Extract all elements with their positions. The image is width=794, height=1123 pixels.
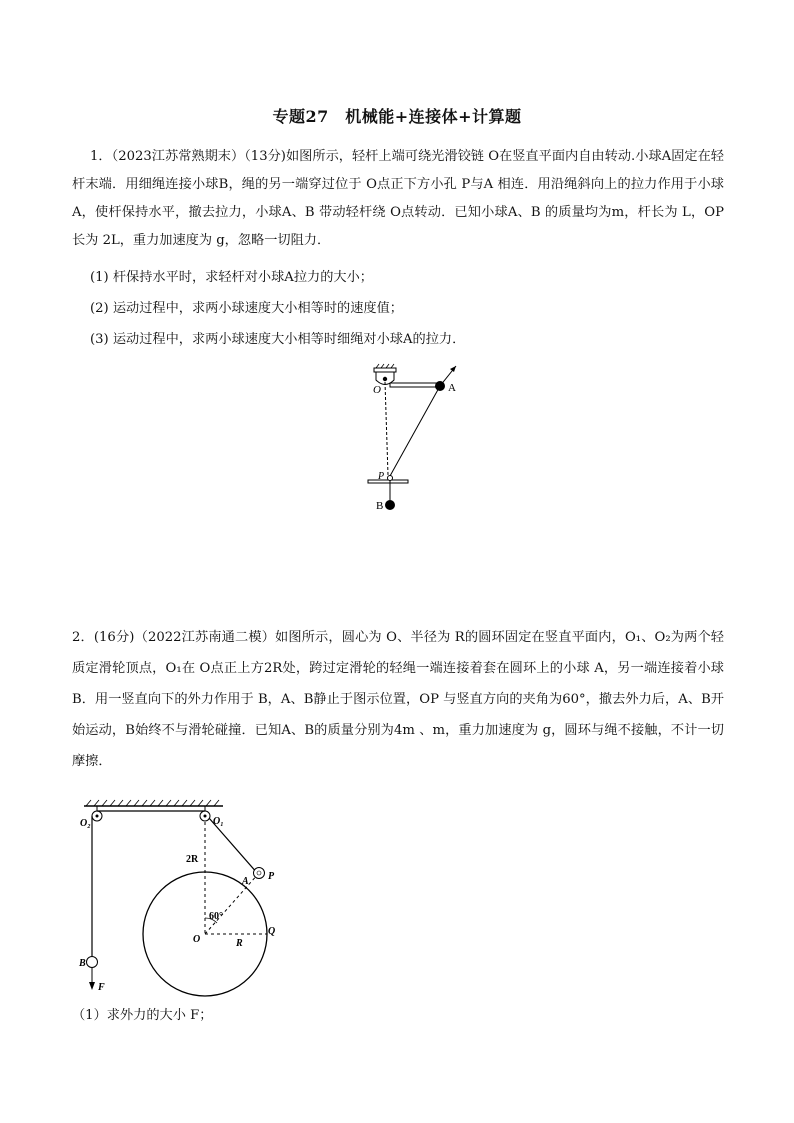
problem-1-subquestion-1: (1) 杆保持水平时，求轻杆对小球A拉力的大小； (90, 270, 373, 285)
label-p: P (378, 471, 385, 482)
label-o: O (193, 934, 201, 945)
label-b: B (79, 958, 86, 969)
problem-2-stem: 2．(16分)（2022江苏南通二模）如图所示，圆心为 O、半径为 R的圆环固定在竖直平面内，O₁、O₂为两个轻质定滑轮顶点，O₁在 O点正上方2R处，跨过定滑轮的轻绳一端连接着套在圆环上的小球 A，另一端连接着小球 B．用一竖直向下的外力作用于 B，A、B静止于图示位置，OP 与竖直方向的夹角为60°，撤去外力后，A、B开始运动，B始终不与滑轮碰撞．已知A、B的质量分别为4m 、m，重力加速度为 g，圆环与绳不接触，不计一切摩擦． (72, 630, 724, 769)
problem-1-stem: 1．（2023江苏常熟期末）（13分)如图所示，轻杆上端可绕光滑铰链 O在竖直平面内自由转动.小球A固定在轻杆末端．用细绳连接小球B，绳的另一端穿过位于 O点正下方小孔 P与A 相连．用沿绳斜向上的拉力作用于小球A，使杆保持水平，撤去拉力，小球A、B 带动轻杆绕 O点转动．已知小球A、B 的质量均为m，杆长为 L，OP长为 2L，重力加速度为 g，忽略一切阻力． (72, 149, 724, 248)
label-o2: O₂ (80, 818, 91, 829)
label-f: F (98, 982, 105, 993)
label-o1: O₁ (213, 816, 224, 827)
figure-1-rod-pulley (360, 362, 470, 518)
label-q: Q (268, 926, 276, 937)
label-2r: 2R (186, 854, 199, 865)
ball-b (385, 500, 395, 510)
label-b: B (376, 500, 384, 512)
label-o: O (373, 384, 381, 396)
label-p: P (268, 871, 275, 882)
label-angle: 60° (209, 911, 223, 922)
problem-2-subquestion-1: （1）求外力的大小 F； (72, 1008, 213, 1023)
problem-1-subquestion-2: (2) 运动过程中，求两小球速度大小相等时的速度值； (90, 301, 403, 316)
problem-1-subquestion-3: (3) 运动过程中，求两小球速度大小相等时细绳对小球A的拉力． (90, 332, 466, 347)
label-r: R (236, 938, 243, 949)
page-title: 专题27 机械能+连接体+计算题 (272, 107, 522, 126)
label-a: A (448, 382, 456, 394)
figure-2-ring-pulley (78, 796, 288, 1001)
label-a: A (242, 876, 249, 887)
